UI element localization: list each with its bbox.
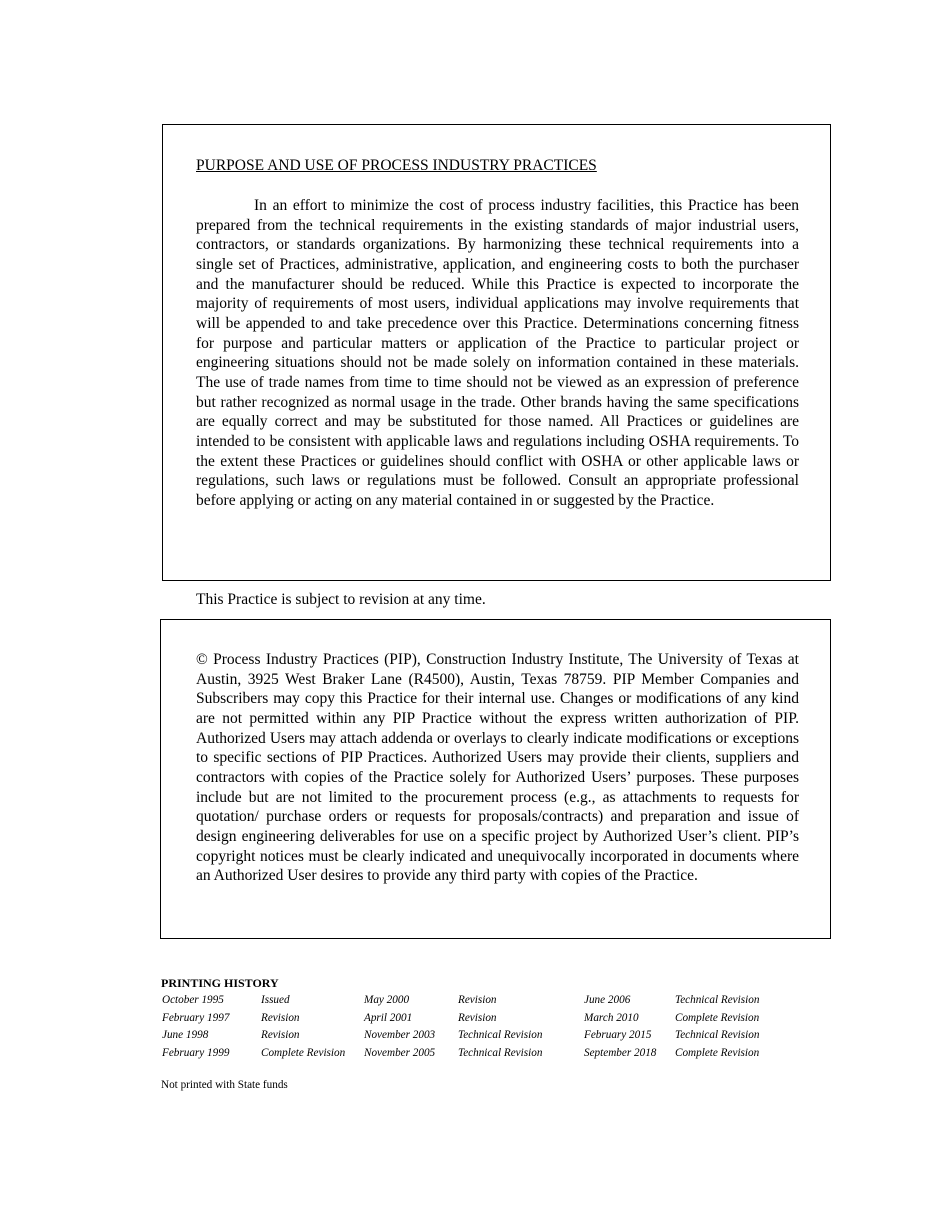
history-date: February 1997 (162, 1012, 230, 1024)
history-type: Technical Revision (675, 1029, 760, 1041)
footer-note: Not printed with State funds (161, 1079, 288, 1091)
purpose-box (162, 124, 831, 581)
history-type: Complete Revision (675, 1047, 760, 1059)
revision-note: This Practice is subject to revision at any time. (196, 591, 486, 608)
history-type: Complete Revision (261, 1047, 346, 1059)
history-date: November 2003 (364, 1029, 436, 1041)
history-date: May 2000 (364, 994, 410, 1006)
history-date: February 2015 (584, 1029, 652, 1041)
purpose-title: PURPOSE AND USE OF PROCESS INDUSTRY PRACTICES (196, 157, 597, 174)
history-type: Revision (261, 1012, 300, 1024)
history-date: June 1998 (162, 1029, 209, 1041)
history-type: Technical Revision (458, 1047, 543, 1059)
purpose-paragraph: In an effort to minimize the cost of process industry facilities, this Practice has been prepared from the technical requirements in the existing standards of major industrial users, contractors, or standards organizations. By harmonizing these technical requirements into a single set of Practices, administrative, application, and engineering costs to both the purchaser and the manufacturer should be reduced. While this Practice is expected to incorporate the majority of requirements of most users, individual applications may involve requirements that will be appended to and take precedence over this Practice. Determinations concerning fitness for purpose and particular matters or application of the Practice to particular project or engineering situations should not be made solely on information contained in these materials. The use of trade names from time to time should not be viewed as an expression of preference but rather recognized as normal usage in the trade. Other brands having the same specifications are equally correct and may be substituted for those named. All Practices or guidelines are intended to be consistent with applicable laws and regulations including OSHA requirements. To the extent these Practices or guidelines should conflict with OSHA or other applicable laws or regulations, such laws or regulations must be followed. Consult an appropriate professional before applying or acting on any material contained in or suggested by the Practice. (196, 197, 799, 509)
history-type: Complete Revision (675, 1012, 760, 1024)
history-date: March 2010 (584, 1012, 639, 1024)
history-type: Technical Revision (458, 1029, 543, 1041)
history-date: February 1999 (162, 1047, 230, 1059)
history-date: April 2001 (364, 1012, 413, 1024)
history-date: October 1995 (162, 994, 224, 1006)
printing-history-title: PRINTING HISTORY (161, 976, 279, 990)
copyright-box (160, 619, 831, 939)
history-date: June 2006 (584, 994, 631, 1006)
history-date: September 2018 (584, 1047, 657, 1059)
history-type: Revision (458, 994, 497, 1006)
history-type: Revision (458, 1012, 497, 1024)
copyright-paragraph: © Process Industry Practices (PIP), Construction Industry Institute, The University of Texas at Austin, 3925 West Braker Lane (R4500), Austin, Texas 78759. PIP Member Companies and Subscribers may copy this Practice for their internal use. Changes or modifications of any kind are not permitted within any PIP Practice without the express written authorization of PIP. Authorized Users may attach addenda or overlays to clearly indicate modifications or exceptions to specific sections of PIP Practices. Authorized Users may provide their clients, suppliers and contractors with copies of the Practice solely for Authorized Users’ purposes. These purposes include but are not limited to the procurement process (e.g., as attachments to requests for quotation/ purchase orders or requests for proposals/contracts) and preparation and issue of design engineering deliverables for use on a specific project by Authorized User’s client. PIP’s copyright notices must be clearly indicated and unequivocally incorporated in documents where an Authorized User desires to provide any third party with copies of the Practice. (196, 651, 799, 885)
history-type: Technical Revision (675, 994, 760, 1006)
history-type: Revision (261, 1029, 300, 1041)
history-type: Issued (261, 994, 290, 1006)
history-date: November 2005 (364, 1047, 436, 1059)
